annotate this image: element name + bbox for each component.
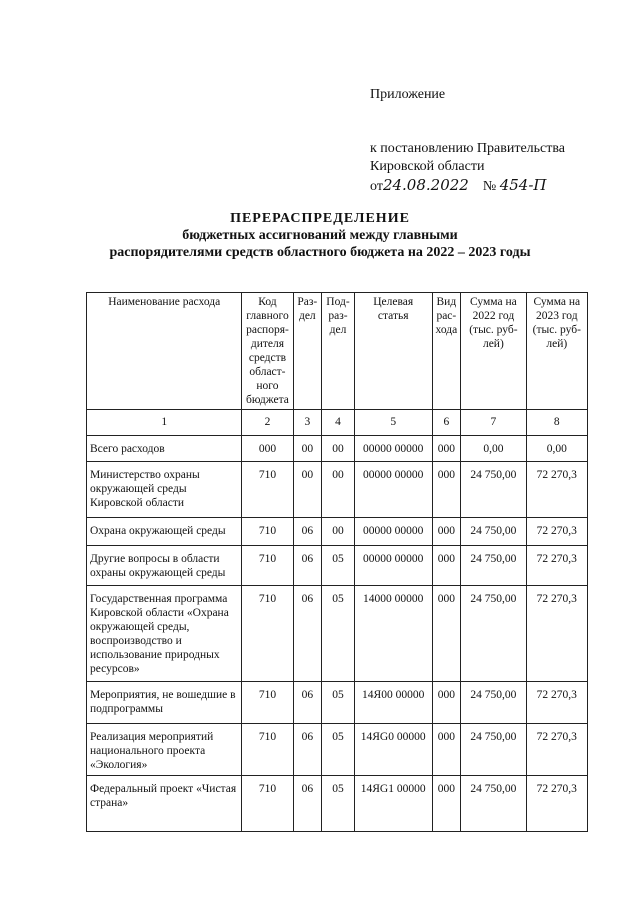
header-row bbox=[87, 293, 588, 410]
cell-section: 06 bbox=[293, 546, 322, 586]
table-row bbox=[87, 546, 588, 586]
cell-sum2023: 0,00 bbox=[526, 436, 587, 462]
cell-type: 000 bbox=[432, 776, 461, 832]
number-prefix: № bbox=[482, 179, 497, 194]
column-number: 4 bbox=[322, 410, 355, 436]
column-header: Сумма на 2022 год (тыс. руб-лей) bbox=[461, 293, 526, 410]
cell-sum2023: 72 270,3 bbox=[526, 546, 587, 586]
cell-name: Федеральный проект «Чистая страна» bbox=[87, 776, 242, 832]
cell-subsection: 05 bbox=[322, 682, 355, 724]
cell-sum2022: 24 750,00 bbox=[461, 462, 526, 518]
title-heading: ПЕРЕРАСПРЕДЕЛЕНИЕ bbox=[230, 211, 410, 226]
column-number: 7 bbox=[461, 410, 526, 436]
cell-code: 710 bbox=[242, 682, 293, 724]
cell-code: 710 bbox=[242, 518, 293, 546]
table-row bbox=[87, 776, 588, 832]
cell-sum2022: 24 750,00 bbox=[461, 586, 526, 682]
appendix-date-line bbox=[370, 176, 565, 196]
cell-section: 06 bbox=[293, 776, 322, 832]
cell-subsection: 05 bbox=[322, 586, 355, 682]
cell-name: Всего расходов bbox=[87, 436, 242, 462]
cell-subsection: 00 bbox=[322, 462, 355, 518]
cell-code: 710 bbox=[242, 776, 293, 832]
cell-code: 710 bbox=[242, 724, 293, 776]
table-body bbox=[87, 410, 588, 832]
cell-sum2023: 72 270,3 bbox=[526, 586, 587, 682]
column-number: 2 bbox=[242, 410, 293, 436]
cell-section: 06 bbox=[293, 724, 322, 776]
cell-target: 00000 00000 bbox=[354, 462, 432, 518]
cell-code: 710 bbox=[242, 546, 293, 586]
cell-sum2023: 72 270,3 bbox=[526, 518, 587, 546]
table-row bbox=[87, 682, 588, 724]
cell-section: 00 bbox=[293, 462, 322, 518]
cell-name: Мероприятия, не вошедшие в подпрограммы bbox=[87, 682, 242, 724]
cell-type: 000 bbox=[432, 586, 461, 682]
column-header: Целевая статья bbox=[354, 293, 432, 410]
column-header: Сумма на 2023 год (тыс. руб-лей) bbox=[526, 293, 587, 410]
cell-name: Министерство охраны окружающей среды Кировской области bbox=[87, 462, 242, 518]
cell-name: Государственная программа Кировской области «Охрана окружающей среды, воспроизводство и использование природных ресурсов» bbox=[87, 586, 242, 682]
cell-name: Другие вопросы в области охраны окружающей среды bbox=[87, 546, 242, 586]
column-number: 3 bbox=[293, 410, 322, 436]
cell-target: 00000 00000 bbox=[354, 436, 432, 462]
title-subline-1: бюджетных ассигнований между главными bbox=[182, 228, 458, 243]
column-header: Код главного распоря-дителя средств област-ного бюджета bbox=[242, 293, 293, 410]
cell-section: 06 bbox=[293, 586, 322, 682]
cell-target: 14ЯG0 00000 bbox=[354, 724, 432, 776]
cell-sum2022: 24 750,00 bbox=[461, 724, 526, 776]
cell-sum2022: 0,00 bbox=[461, 436, 526, 462]
budget-table bbox=[86, 292, 588, 832]
table-row bbox=[87, 724, 588, 776]
cell-subsection: 05 bbox=[322, 546, 355, 586]
cell-subsection: 00 bbox=[322, 436, 355, 462]
cell-section: 00 bbox=[293, 436, 322, 462]
column-header: Наименование расхода bbox=[87, 293, 242, 410]
column-header: Раз-дел bbox=[293, 293, 322, 410]
cell-type: 000 bbox=[432, 462, 461, 518]
cell-code: 000 bbox=[242, 436, 293, 462]
document-title bbox=[0, 210, 640, 261]
cell-type: 000 bbox=[432, 724, 461, 776]
cell-name: Охрана окружающей среды bbox=[87, 518, 242, 546]
title-subline-2: распорядителями средств областного бюджета на 2022 – 2023 годы bbox=[109, 245, 531, 260]
cell-section: 06 bbox=[293, 518, 322, 546]
cell-sum2023: 72 270,3 bbox=[526, 462, 587, 518]
cell-target: 00000 00000 bbox=[354, 546, 432, 586]
table-row bbox=[87, 586, 588, 682]
cell-type: 000 bbox=[432, 436, 461, 462]
handwritten-date: 24.08.2022 bbox=[382, 176, 469, 194]
table-row bbox=[87, 436, 588, 462]
cell-sum2022: 24 750,00 bbox=[461, 682, 526, 724]
column-number: 8 bbox=[526, 410, 587, 436]
cell-subsection: 05 bbox=[322, 724, 355, 776]
column-number-row bbox=[87, 410, 588, 436]
date-prefix: от bbox=[370, 179, 383, 194]
appendix-label: Приложение bbox=[370, 87, 446, 102]
cell-target: 14Я00 00000 bbox=[354, 682, 432, 724]
appendix-block bbox=[370, 86, 565, 196]
cell-sum2023: 72 270,3 bbox=[526, 682, 587, 724]
cell-sum2023: 72 270,3 bbox=[526, 724, 587, 776]
table-row bbox=[87, 518, 588, 546]
cell-type: 000 bbox=[432, 546, 461, 586]
appendix-region-line: Кировской области bbox=[370, 159, 485, 174]
appendix-resolution-line: к постановлению Правительства bbox=[370, 141, 566, 156]
cell-sum2022: 24 750,00 bbox=[461, 776, 526, 832]
table-row bbox=[87, 462, 588, 518]
cell-name: Реализация мероприятий национального проекта «Экология» bbox=[87, 724, 242, 776]
cell-type: 000 bbox=[432, 518, 461, 546]
cell-target: 14ЯG1 00000 bbox=[354, 776, 432, 832]
cell-sum2022: 24 750,00 bbox=[461, 546, 526, 586]
cell-sum2023: 72 270,3 bbox=[526, 776, 587, 832]
cell-type: 000 bbox=[432, 682, 461, 724]
cell-subsection: 05 bbox=[322, 776, 355, 832]
cell-subsection: 00 bbox=[322, 518, 355, 546]
column-number: 5 bbox=[354, 410, 432, 436]
column-header: Вид рас-хода bbox=[432, 293, 461, 410]
cell-code: 710 bbox=[242, 586, 293, 682]
handwritten-number: 454-П bbox=[499, 176, 547, 194]
column-header: Под-раз-дел bbox=[322, 293, 355, 410]
column-number: 6 bbox=[432, 410, 461, 436]
cell-target: 00000 00000 bbox=[354, 518, 432, 546]
cell-target: 14000 00000 bbox=[354, 586, 432, 682]
cell-sum2022: 24 750,00 bbox=[461, 518, 526, 546]
column-number: 1 bbox=[87, 410, 242, 436]
cell-section: 06 bbox=[293, 682, 322, 724]
cell-code: 710 bbox=[242, 462, 293, 518]
